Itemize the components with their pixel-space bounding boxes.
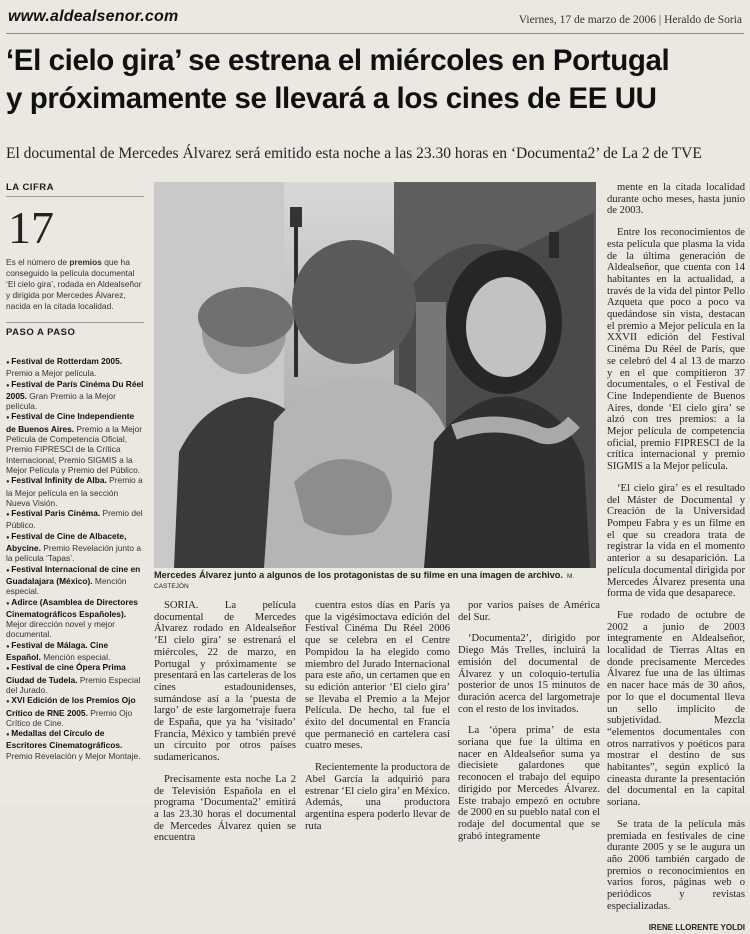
paso-item-desc: Mejor dirección novel y mejor documental. — [6, 619, 115, 640]
bullet-icon: ● — [6, 415, 12, 422]
bullet-icon: ● — [6, 643, 12, 650]
paso-item — [6, 475, 144, 508]
paso-a-paso — [6, 322, 144, 761]
paso-item-name: Festival Infinity de Alba. — [11, 475, 107, 486]
paso-item-name: Festival de Cine Independiente de Buenos Aires. — [6, 411, 135, 434]
site-watermark: www.aldealsenor.com — [8, 8, 179, 25]
bullet-icon: ● — [6, 699, 12, 706]
photo-caption — [154, 570, 596, 590]
article-column-3 — [458, 600, 600, 842]
cifra-title: LA CIFRA — [6, 182, 144, 197]
paso-item-desc: Mención especial. — [6, 575, 127, 597]
paso-item — [6, 531, 144, 564]
paso-item-name: Festival Paris Cinéma. — [11, 508, 101, 519]
byline: IRENE LLORENTE YOLDI — [648, 923, 745, 933]
article-paragraph: SORIA. La película documental de Mercedes Álvarez rodado en Aldealseñor ‘El cielo gira’ se estrenará el miércoles, 22 de marzo, en Portugal y próximamente se presentará en las carteleras de los cines estadounidenses, sumándose así a la ‘puesta de largo’ de este largometraje fuera de España, que ya ha ‘visitado’ Francia, México y también prevé un circuito por otros países sudamericanos. — [154, 600, 296, 764]
paso-item-desc: Premio a Mejor película. — [6, 368, 97, 379]
dateline: Viernes, 17 de marzo de 2006 | Heraldo de Soria — [518, 14, 742, 26]
headline-line-1: ‘El cielo gira’ se estrena el miércoles en Portugal — [6, 44, 670, 77]
deck: El documental de Mercedes Álvarez será emitido esta noche a las 23.30 horas en ‘Documenta2’ de La 2 de TVE — [6, 145, 702, 162]
paso-item-name: Festival de cine Ópera Prima Ciudad de Tudela. — [6, 662, 126, 685]
bullet-icon: ● — [6, 360, 12, 366]
paso-item-name: Festival Internacional de cine en Guadalajara (México). — [6, 563, 141, 586]
paso-item — [6, 640, 144, 663]
article-photo — [154, 182, 596, 568]
article-column-2 — [305, 600, 450, 832]
paso-item — [6, 597, 144, 640]
paso-item-desc: Premio Revelación y Mejor Montaje. — [6, 750, 141, 761]
bullet-icon: ● — [6, 732, 12, 739]
paso-item — [6, 564, 144, 597]
paso-item — [6, 508, 144, 531]
paso-item — [6, 411, 144, 475]
paso-item-desc: Premio a la Mejor Película de Competencia Oficial, Premio FIPRESCI de la Crítica Internacional, Premio SIGMIS a la Mejor Película y Premio del Público. — [6, 423, 143, 475]
paso-item-desc: Premio Especial del Jurado. — [6, 674, 141, 695]
article-paragraph: por varios países de América del Sur. — [458, 600, 600, 623]
bullet-icon: ● — [6, 512, 12, 519]
paso-item — [6, 356, 144, 379]
bullet-icon: ● — [6, 479, 12, 486]
photo-illustration — [154, 182, 596, 568]
paso-item-desc: Premio Ojo Crítico de Cine. — [6, 707, 133, 728]
article-paragraph: mente en la citada localidad durante ocho meses, hasta junio de 2003. — [607, 182, 745, 217]
paso-item-name: XVI Edición de los Premios Ojo Crítico de RNE 2005. — [6, 695, 136, 718]
bullet-icon: ● — [6, 382, 12, 389]
paso-title: PASO A PASO — [6, 327, 76, 338]
article-column-1 — [154, 600, 296, 844]
paso-list — [6, 356, 144, 761]
paso-item-name: Festival de Rotterdam 2005. — [11, 356, 123, 366]
article-paragraph: ‘El cielo gira’ es el resultado del Máster de Documental y Creación de la Universidad Pompeu Fabra y es un filme en el que su creadora trata de registrar la vida en el momento anterior a su desaparición. La película documental dirigida por Mercedes Álvarez presenta una forma de vida que desaparece. — [607, 482, 745, 600]
paso-item — [6, 728, 144, 761]
cifra-text-bold: premios — [69, 257, 102, 267]
paso-item-name: Festival de Málaga. Cine Español. — [6, 639, 109, 663]
caption-text: Mercedes Álvarez junto a algunos de los protagonistas de su filme en una imagen de archivo. — [154, 570, 563, 580]
bullet-icon: ● — [6, 567, 12, 574]
photo-credit: M. CASTEJÓN — [154, 573, 575, 590]
bullet-icon: ● — [6, 666, 12, 673]
paso-item-desc: Gran Premio a la Mejor película. — [6, 390, 116, 412]
header-rule — [6, 33, 744, 34]
paso-item — [6, 379, 144, 412]
article-paragraph: cuentra estos días en París ya que la vigésimoctava edición del Festival Cinéma Du Réel 2006 que se celebra en el Centre Pompidou la ha elegido como miembro del Jurado Internacional para este año, un certamen que en su edición anterior ‘El cielo gira’ se llevaba el Premio a la Mejor Película. De hecho, tal fue el éxito del documental en Francia que permaneció en cartelera casi cuatro meses. — [305, 600, 450, 752]
headline — [6, 42, 746, 118]
article-column-4 — [607, 182, 745, 934]
paso-item — [6, 662, 144, 695]
paso-item-name: Festival de Cine de Albacete, Abycine. — [6, 530, 127, 554]
cifra-text — [6, 257, 144, 312]
paso-item — [6, 695, 144, 728]
cifra-number: 17 — [8, 202, 54, 253]
paso-item-desc: Mención especial. — [40, 652, 111, 663]
article-paragraph: Fue rodado de octubre de 2002 a junio de 2003 íntegramente en Aldealseñor, localidad de Tierras Altas en donde precisamente Mercedes Álvarez fue una de las últimas en nacer hace más de 30 años, por lo que el documental lleva un sello implícito de subjetividad. Mezcla “elementos documentales con otros narrativos y poéticos para mostrar el destino de sus habitantes”, según explicó la cineasta durante la presentación del documental en la capital soriana. — [607, 609, 745, 809]
headline-line-2: y próximamente se llevará a los cines de EE UU — [6, 82, 657, 115]
article-paragraph: Recientemente la productora de Abel García la adquirió para estrenar ‘El cielo gira’ en México. Además, una productora argentina espera poderlo llevar de ruta — [305, 762, 450, 832]
paso-item-desc: Premio a la Mejor película en la sección Nueva Visión. — [6, 475, 143, 508]
sidebar — [6, 182, 144, 761]
article-paragraph: Entre los reconocimientos de esta película que plasma la vida de la última generación de Aldealseñor, que cuenta con 14 habitantes en la actualidad, a través de la vida del pintor Pello Azqueta que poco a poco va quedándose sin vista, destacan el premio a Mejor película en la XXVII edición del Festival Cinéma Du Réel de París, que se celebró del 4 al 13 de marzo y en el que compitieron 37 documentales, o el Festival de Cine Independiente de Buenos Aires, donde ‘El cielo gira’ se alzó con tres premios: a la Mejor película de competencia oficial, premio FIPRESCI de la crítica internacional y premio SIGMIS a la Mejor película. — [607, 227, 745, 473]
paso-item-desc: Premio del Público. — [6, 508, 143, 531]
article-paragraph: ‘Documenta2’, dirigido por Diego Más Trelles, incluirá la emisión del documental de Álvarez y un coloquio-tertulia posterior de unos 15 minutos de duración acerca del largometraje con el resto de los invitados. — [458, 633, 600, 715]
cifra-text-post: que ha conseguido la película documental ‘El cielo gira’, rodada en Aldealseñor y dirigida por Mercedes Álvarez, nacida en la citada localidad. — [6, 257, 142, 311]
paso-item-name: Medallas del Círculo de Escritores Cinematográficos. — [6, 728, 123, 751]
bullet-icon: ● — [6, 534, 12, 541]
article-paragraph: La ‘ópera prima’ de esta soriana que fue la última en nacer en Aldealseñor suma ya diecisiete galardones que reconocen el trabajo del equipo dirigido por Mercedes Álvarez. Este trabajo empezó en octubre de 2000 en su pueblo natal con el rodaje del documental que se grabó íntegramente — [458, 725, 600, 842]
paso-item-desc: Premio Revelación junto a la película ‘Tapas’. — [6, 543, 142, 564]
cifra-text-pre: Es el número de — [6, 257, 70, 267]
article-paragraph: Precisamente esta noche La 2 de Televisión Española en el programa ‘Documenta2’ emitirá a las 23.30 horas el documental de Mercedes Álvarez quien se encuentra — [154, 773, 296, 844]
paso-item-name: Festival de París Cinéma Du Réel 2005. — [6, 378, 144, 401]
article-paragraph: Se trata de la película más premiada en festivales de cine durante 2005 y se le augura un año 2006 también cargado de premios o reconocimientos en varios foros, páginas web o periódicos y revistas especializadas. — [607, 818, 745, 912]
paso-item-name: Adirce (Asamblea de Directores Cinematográficos Españoles). — [6, 596, 138, 619]
bullet-icon: ● — [6, 600, 12, 607]
